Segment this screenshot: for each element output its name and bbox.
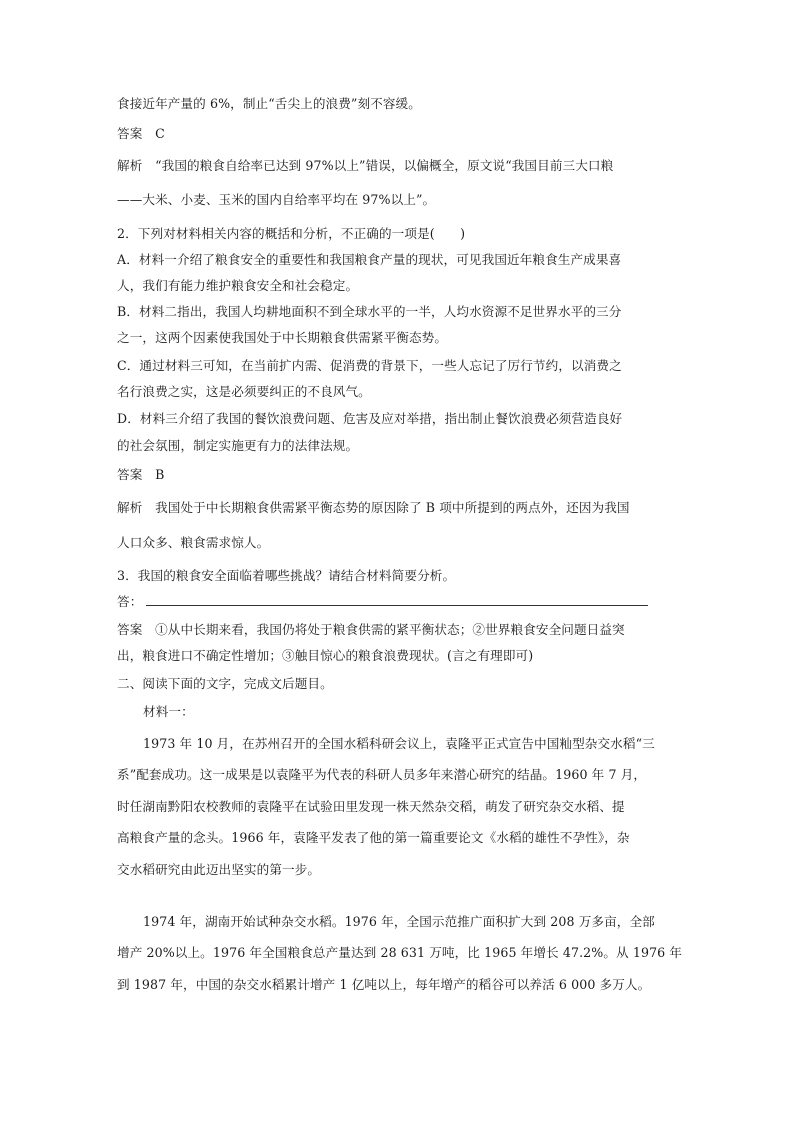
- paragraph-1-line-3: 时任湖南黔阳农校教师的袁隆平在试验田里发现一株天然杂交稻，萌发了研究杂交水稻、提: [117, 799, 625, 814]
- question-3: 3．我国的粮食安全面临着哪些挑战？请结合材料简要分析。: [117, 568, 456, 583]
- option-d-line-1: D．材料三介绍了我国的餐饮浪费问题、危害及应对举措，指出制止餐饮浪费必须营造良好: [117, 411, 623, 426]
- option-c-line-1: C．通过材料三可知，在当前扩内需、促消费的背景下，一些人忘记了厉行节约，以消费之: [117, 358, 622, 373]
- answer-blank: [146, 595, 648, 606]
- question-2: 2．下列对材料相关内容的概括和分析，不正确的一项是( ): [117, 226, 466, 241]
- analysis-1-line-1: 解析 “我国的粮食自给率已达到 97%以上”错误，以偏概全，原文说“我国目前三大口粮: [117, 158, 614, 173]
- paragraph-1-line-1: 1973 年 10 月，在苏州召开的全国水稻科研会议上，袁隆平正式宣告中国籼型杂交水稻“三: [143, 736, 655, 751]
- answer-3-line-1: 答案 ①从中长期来看，我国仍将处于粮食供需的紧平衡状态；②世界粮食安全问题日益突: [117, 622, 625, 637]
- analysis-1-line-2: ——大米、小麦、玉米的国内自给率平均在 97%以上”。: [117, 192, 436, 207]
- paragraph-2-line-2: 增产 20%以上。1976 年全国粮食总产量达到 28 631 万吨，比 1965 年增长 47.2%。从 1976 年: [117, 945, 683, 960]
- section-two-heading: 二、阅读下面的文字，完成文后题目。: [117, 676, 333, 691]
- option-c-line-2: 名行浪费之实，这是必须要纠正的不良风气。: [117, 384, 371, 399]
- option-a-line-2: 人，我们有能力维护粮食安全和社会稳定。: [117, 278, 359, 293]
- option-a-line-1: A．材料一介绍了粮食安全的重要性和我国粮食产量的现状，可见我国近年粮食生产成果喜: [117, 252, 622, 267]
- answer-prompt: 答：: [117, 594, 143, 609]
- paragraph-2-line-1: 1974 年，湖南开始试种杂交水稻。1976 年，全国示范推广面积扩大到 208 万多亩，全部: [143, 914, 655, 929]
- analysis-2-line-1: 解析 我国处于中长期粮食供需紧平衡态势的原因除了 B 项中所提到的两点外，还因为我国: [117, 500, 630, 515]
- paragraph-1-line-5: 交水稻研究由此迈出坚实的第一步。: [117, 862, 321, 877]
- answer-1: 答案 C: [117, 126, 165, 141]
- analysis-2-line-2: 人口众多、粮食需求惊人。: [117, 535, 270, 550]
- material-one-label: 材料一：: [143, 704, 194, 719]
- paragraph-1-line-4: 高粮食产量的念头。1966 年，袁隆平发表了他的第一篇重要论文《水稻的雄性不孕性》，杂: [117, 830, 630, 845]
- paragraph-2-line-3: 到 1987 年，中国的杂交水稻累计增产 1 亿吨以上，每年增产的稻谷可以养活 6 000 多万人。: [117, 977, 651, 992]
- answer-2: 答案 B: [117, 467, 165, 482]
- answer-line: [117, 593, 682, 611]
- option-b-line-2: 之一，这两个因素使我国处于中长期粮食供需紧平衡态势。: [117, 330, 448, 345]
- answer-3-line-2: 出，粮食进口不确定性增加；③触目惊心的粮食浪费现状。(言之有理即可): [117, 648, 534, 663]
- paragraph-1-line-2: 系”配套成功。这一成果是以袁隆平为代表的科研人员多年来潜心研究的结晶。1960 年 7 月，: [117, 767, 647, 782]
- option-b-line-1: B．材料二指出，我国人均耕地面积不到全球水平的一半，人均水资源不足世界水平的三分: [117, 304, 622, 319]
- option-d-line-2: 的社会氛围，制定实施更有力的法律法规。: [117, 438, 359, 453]
- text-line-food-waste: 食接近年产量的 6%，制止“舌尖上的浪费”刻不容缓。: [117, 96, 421, 111]
